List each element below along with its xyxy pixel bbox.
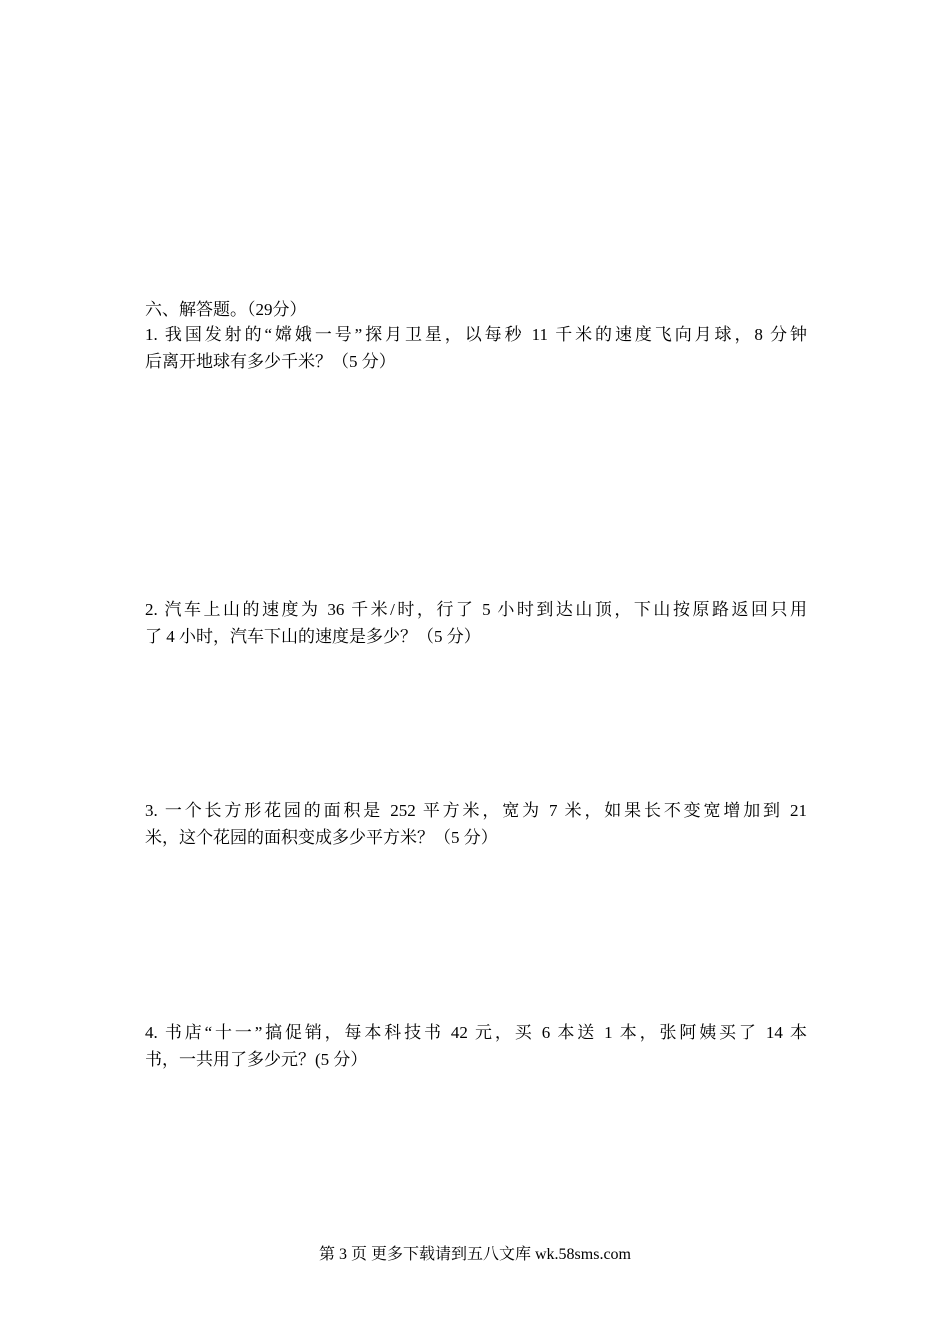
- question-4-line-2: 书，一共用了多少元？(5 分）: [145, 1050, 368, 1069]
- question-3-line-2: 米，这个花园的面积变成多少平方米？（5 分）: [145, 828, 498, 847]
- section-heading: 六、解答题。（29分）: [145, 300, 307, 319]
- question-2: [145, 596, 807, 650]
- question-3: [145, 797, 807, 851]
- question-2-line-2: 了 4 小时，汽车下山的速度是多少？（5 分）: [145, 627, 481, 646]
- question-2-line-1: 2. 汽车上山的速度为 36 千米/时，行了 5 小时到达山顶，下山按原路返回只用: [145, 600, 807, 619]
- question-4-line-1: 4. 书店“十一”搞促销，每本科技书 42 元，买 6 本送 1 本，张阿姨买了 14 本: [145, 1023, 807, 1042]
- question-4: [145, 1019, 807, 1073]
- question-3-line-1: 3. 一个长方形花园的面积是 252 平方米，宽为 7 米，如果长不变宽增加到 21: [145, 801, 807, 820]
- question-1: [145, 321, 807, 375]
- question-1-line-1: 1. 我国发射的“嫦娥一号”探月卫星，以每秒 11 千米的速度飞向月球，8 分钟: [145, 325, 807, 344]
- question-1-line-2: 后离开地球有多少千米？（5 分）: [145, 352, 396, 371]
- page-footer: 第 3 页 更多下载请到五八文库 wk.58sms.com: [318, 1246, 631, 1263]
